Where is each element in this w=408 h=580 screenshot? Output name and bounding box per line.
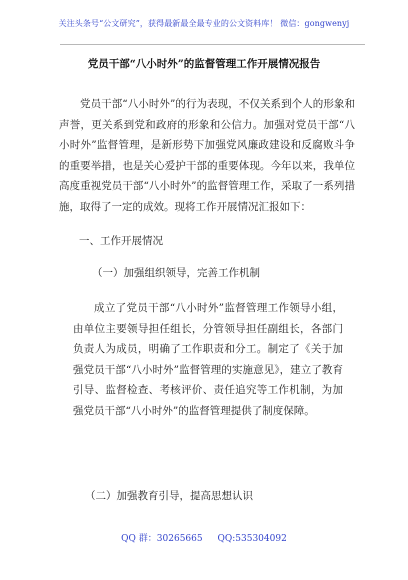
subsection-heading-education: （二）加强教育引导，提高思想认识 [85, 490, 253, 502]
header-banner: 关注头条号“公文研究”，获得最新最全最专业的公文资料库！ 微信：gongwenyj [58, 19, 350, 28]
document-title: 党员干部“八小时外”的监督管理工作开展情况报告 [87, 58, 321, 70]
subsection-body-organization: 成立了党员干部“八小时外”监督管理工作领导小组，由单位主要领导担任组长，分管领导担任副组长，各部门负责人为成员，明确了工作职责和分工。制定了《关于加强党员干部“八小时外”监督管理的实施意见》，建立了教育引导、监督检查、考核评价、责任追究等工作机制，为加强党员干部“八小时外”的监督管理提供了制度保障。 [73, 302, 343, 417]
footer-qq-group: QQ 群：30265665 [121, 534, 203, 544]
subsection-heading-organization: （一）加强组织领导，完善工作机制 [92, 267, 260, 279]
footer-qq: QQ:535304092 [217, 534, 287, 544]
header-divider [60, 44, 365, 45]
section-heading-work-status: 一、工作开展情况 [79, 235, 163, 247]
footer-contact [0, 531, 408, 544]
intro-paragraph: 党员干部“八小时外”的行为表现，不仅关系到个人的形象和声誉，更关系到党和政府的形象和公信力。加强对党员干部“八小时外”监督管理，是新形势下加强党风廉政建设和反腐败斗争的重要举措，也是关心爱护干部的重要体现。今年以来，我单位高度重视党员干部“八小时外”的监督管理工作，采取了一系列措施，取得了一定的成效。现将工作开展情况汇报如下： [59, 98, 355, 213]
